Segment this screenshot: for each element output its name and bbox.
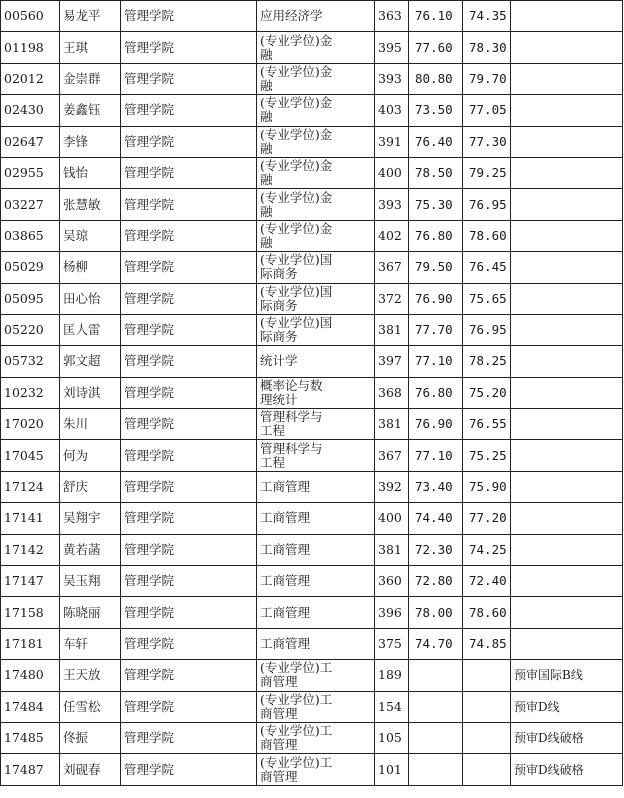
final-score-cell: 77.30: [463, 126, 511, 157]
school-cell: 管理学院: [121, 283, 257, 314]
candidate-id-cell: 10232: [1, 377, 60, 408]
final-score-cell: 79.25: [463, 157, 511, 188]
note-cell: [511, 377, 623, 408]
candidate-name-cell: 钱怡: [60, 157, 121, 188]
candidate-name-cell: 金崇群: [60, 63, 121, 94]
note-cell: 预审D线: [511, 691, 623, 722]
initial-score-cell: 367: [375, 440, 409, 471]
retest-score-cell: 72.80: [409, 566, 463, 597]
candidate-id-cell: 05220: [1, 314, 60, 345]
candidate-id-cell: 17142: [1, 534, 60, 565]
major-cell: (专业学位)金融: [257, 63, 375, 94]
final-score-cell: 78.30: [463, 32, 511, 63]
initial-score-cell: 395: [375, 32, 409, 63]
final-score-cell: 76.95: [463, 314, 511, 345]
candidate-id-cell: 02955: [1, 157, 60, 188]
candidate-name-cell: 刘砚春: [60, 754, 121, 785]
note-cell: [511, 566, 623, 597]
table-row: [1, 95, 623, 126]
candidate-name-cell: 朱川: [60, 409, 121, 440]
final-score-cell: 74.35: [463, 1, 511, 32]
candidate-name-cell: 李锋: [60, 126, 121, 157]
initial-score-cell: 392: [375, 471, 409, 502]
candidate-name-cell: 佟振: [60, 722, 121, 753]
retest-score-cell: 76.90: [409, 409, 463, 440]
school-cell: 管理学院: [121, 628, 257, 659]
table-row: [1, 377, 623, 408]
table-row: [1, 660, 623, 691]
candidate-name-cell: 车轩: [60, 628, 121, 659]
candidate-id-cell: 17484: [1, 691, 60, 722]
note-cell: [511, 314, 623, 345]
major-cell: (专业学位)工商管理: [257, 754, 375, 785]
major-cell: 工商管理: [257, 503, 375, 534]
table-row: [1, 314, 623, 345]
major-cell: (专业学位)工商管理: [257, 722, 375, 753]
retest-score-cell: 75.30: [409, 189, 463, 220]
note-cell: [511, 1, 623, 32]
note-cell: [511, 409, 623, 440]
school-cell: 管理学院: [121, 660, 257, 691]
school-cell: 管理学院: [121, 220, 257, 251]
table-row: [1, 628, 623, 659]
candidate-name-cell: 田心怡: [60, 283, 121, 314]
school-cell: 管理学院: [121, 126, 257, 157]
note-cell: [511, 471, 623, 502]
final-score-cell: [463, 660, 511, 691]
initial-score-cell: 400: [375, 503, 409, 534]
major-cell: 应用经济学: [257, 1, 375, 32]
school-cell: 管理学院: [121, 440, 257, 471]
final-score-cell: 77.20: [463, 503, 511, 534]
table-row: [1, 220, 623, 251]
major-cell: 管理科学与工程: [257, 409, 375, 440]
initial-score-cell: 381: [375, 314, 409, 345]
note-cell: [511, 503, 623, 534]
candidate-id-cell: 05029: [1, 252, 60, 283]
candidate-id-cell: 17141: [1, 503, 60, 534]
candidate-id-cell: 02012: [1, 63, 60, 94]
initial-score-cell: 360: [375, 566, 409, 597]
final-score-cell: 78.60: [463, 220, 511, 251]
final-score-cell: 77.05: [463, 95, 511, 126]
candidate-name-cell: 杨柳: [60, 252, 121, 283]
school-cell: 管理学院: [121, 95, 257, 126]
initial-score-cell: 375: [375, 628, 409, 659]
note-cell: [511, 63, 623, 94]
retest-score-cell: 79.50: [409, 252, 463, 283]
table-row: [1, 32, 623, 63]
final-score-cell: 75.90: [463, 471, 511, 502]
note-cell: [511, 628, 623, 659]
candidate-id-cell: 00560: [1, 1, 60, 32]
table-row: [1, 503, 623, 534]
school-cell: 管理学院: [121, 503, 257, 534]
retest-score-cell: 76.90: [409, 283, 463, 314]
school-cell: 管理学院: [121, 409, 257, 440]
initial-score-cell: 368: [375, 377, 409, 408]
initial-score-cell: 397: [375, 346, 409, 377]
table-row: [1, 63, 623, 94]
school-cell: 管理学院: [121, 63, 257, 94]
candidate-name-cell: 吴玉翔: [60, 566, 121, 597]
candidate-id-cell: 17487: [1, 754, 60, 785]
note-cell: [511, 252, 623, 283]
school-cell: 管理学院: [121, 32, 257, 63]
note-cell: [511, 597, 623, 628]
major-cell: (专业学位)金融: [257, 189, 375, 220]
note-cell: 预审国际B线: [511, 660, 623, 691]
retest-score-cell: 77.60: [409, 32, 463, 63]
retest-score-cell: 73.50: [409, 95, 463, 126]
major-cell: 统计学: [257, 346, 375, 377]
school-cell: 管理学院: [121, 754, 257, 785]
major-cell: 工商管理: [257, 534, 375, 565]
retest-score-cell: 72.30: [409, 534, 463, 565]
table-row: [1, 409, 623, 440]
final-score-cell: 74.85: [463, 628, 511, 659]
retest-score-cell: [409, 722, 463, 753]
initial-score-cell: 154: [375, 691, 409, 722]
retest-score-cell: 74.70: [409, 628, 463, 659]
initial-score-cell: 396: [375, 597, 409, 628]
retest-score-cell: 76.10: [409, 1, 463, 32]
school-cell: 管理学院: [121, 471, 257, 502]
retest-score-cell: [409, 691, 463, 722]
note-cell: 预审D线破格: [511, 754, 623, 785]
table-row: [1, 1, 623, 32]
candidate-id-cell: 17158: [1, 597, 60, 628]
table-row: [1, 754, 623, 785]
candidate-id-cell: 03227: [1, 189, 60, 220]
admission-table-body: [1, 1, 623, 786]
major-cell: (专业学位)工商管理: [257, 660, 375, 691]
major-cell: 工商管理: [257, 566, 375, 597]
table-row: [1, 722, 623, 753]
initial-score-cell: 381: [375, 409, 409, 440]
note-cell: [511, 189, 623, 220]
note-cell: [511, 32, 623, 63]
initial-score-cell: 367: [375, 252, 409, 283]
final-score-cell: 76.95: [463, 189, 511, 220]
school-cell: 管理学院: [121, 691, 257, 722]
major-cell: (专业学位)工商管理: [257, 691, 375, 722]
candidate-id-cell: 17020: [1, 409, 60, 440]
final-score-cell: 79.70: [463, 63, 511, 94]
candidate-id-cell: 17147: [1, 566, 60, 597]
note-cell: [511, 534, 623, 565]
school-cell: 管理学院: [121, 534, 257, 565]
candidate-name-cell: 任雪松: [60, 691, 121, 722]
initial-score-cell: 400: [375, 157, 409, 188]
final-score-cell: 75.20: [463, 377, 511, 408]
school-cell: 管理学院: [121, 346, 257, 377]
note-cell: [511, 126, 623, 157]
major-cell: 工商管理: [257, 471, 375, 502]
note-cell: [511, 95, 623, 126]
table-row: [1, 126, 623, 157]
candidate-name-cell: 吴琼: [60, 220, 121, 251]
table-row: [1, 252, 623, 283]
table-row: [1, 346, 623, 377]
retest-score-cell: 73.40: [409, 471, 463, 502]
initial-score-cell: 372: [375, 283, 409, 314]
candidate-name-cell: 匡人雷: [60, 314, 121, 345]
note-cell: [511, 157, 623, 188]
retest-score-cell: [409, 754, 463, 785]
major-cell: (专业学位)国际商务: [257, 314, 375, 345]
initial-score-cell: 402: [375, 220, 409, 251]
candidate-name-cell: 郭文超: [60, 346, 121, 377]
final-score-cell: 72.40: [463, 566, 511, 597]
note-cell: [511, 440, 623, 471]
retest-score-cell: 76.40: [409, 126, 463, 157]
candidate-name-cell: 刘诗淇: [60, 377, 121, 408]
school-cell: 管理学院: [121, 597, 257, 628]
candidate-name-cell: 黄若菡: [60, 534, 121, 565]
candidate-id-cell: 17181: [1, 628, 60, 659]
initial-score-cell: 393: [375, 189, 409, 220]
major-cell: (专业学位)金融: [257, 220, 375, 251]
final-score-cell: [463, 691, 511, 722]
candidate-name-cell: 王琪: [60, 32, 121, 63]
table-row: [1, 534, 623, 565]
retest-score-cell: 78.00: [409, 597, 463, 628]
retest-score-cell: 78.50: [409, 157, 463, 188]
candidate-id-cell: 05732: [1, 346, 60, 377]
retest-score-cell: 77.10: [409, 346, 463, 377]
candidate-name-cell: 吴翔宇: [60, 503, 121, 534]
note-cell: 预审D线破格: [511, 722, 623, 753]
school-cell: 管理学院: [121, 1, 257, 32]
table-row: [1, 440, 623, 471]
table-row: [1, 157, 623, 188]
candidate-id-cell: 17045: [1, 440, 60, 471]
retest-score-cell: 80.80: [409, 63, 463, 94]
final-score-cell: 76.55: [463, 409, 511, 440]
school-cell: 管理学院: [121, 314, 257, 345]
candidate-id-cell: 17480: [1, 660, 60, 691]
final-score-cell: 75.65: [463, 283, 511, 314]
candidate-id-cell: 17124: [1, 471, 60, 502]
retest-score-cell: 74.40: [409, 503, 463, 534]
note-cell: [511, 283, 623, 314]
final-score-cell: [463, 754, 511, 785]
school-cell: 管理学院: [121, 566, 257, 597]
candidate-id-cell: 01198: [1, 32, 60, 63]
retest-score-cell: [409, 660, 463, 691]
retest-score-cell: 76.80: [409, 220, 463, 251]
major-cell: (专业学位)金融: [257, 95, 375, 126]
initial-score-cell: 393: [375, 63, 409, 94]
candidate-id-cell: 02647: [1, 126, 60, 157]
table-row: [1, 283, 623, 314]
candidate-id-cell: 05095: [1, 283, 60, 314]
final-score-cell: 76.45: [463, 252, 511, 283]
table-row: [1, 471, 623, 502]
major-cell: 工商管理: [257, 628, 375, 659]
school-cell: 管理学院: [121, 722, 257, 753]
final-score-cell: 78.25: [463, 346, 511, 377]
table-row: [1, 691, 623, 722]
school-cell: 管理学院: [121, 377, 257, 408]
candidate-id-cell: 03865: [1, 220, 60, 251]
table-row: [1, 597, 623, 628]
initial-score-cell: 363: [375, 1, 409, 32]
candidate-name-cell: 易龙平: [60, 1, 121, 32]
table-row: [1, 566, 623, 597]
candidate-name-cell: 舒庆: [60, 471, 121, 502]
major-cell: (专业学位)国际商务: [257, 252, 375, 283]
candidate-name-cell: 何为: [60, 440, 121, 471]
final-score-cell: 75.25: [463, 440, 511, 471]
initial-score-cell: 101: [375, 754, 409, 785]
candidate-name-cell: 王天放: [60, 660, 121, 691]
major-cell: (专业学位)金融: [257, 157, 375, 188]
major-cell: 管理科学与工程: [257, 440, 375, 471]
initial-score-cell: 189: [375, 660, 409, 691]
candidate-id-cell: 17485: [1, 722, 60, 753]
school-cell: 管理学院: [121, 157, 257, 188]
retest-score-cell: 77.10: [409, 440, 463, 471]
retest-score-cell: 77.70: [409, 314, 463, 345]
major-cell: (专业学位)国际商务: [257, 283, 375, 314]
major-cell: 概率论与数理统计: [257, 377, 375, 408]
candidate-name-cell: 陈晓丽: [60, 597, 121, 628]
candidate-id-cell: 02430: [1, 95, 60, 126]
school-cell: 管理学院: [121, 252, 257, 283]
initial-score-cell: 391: [375, 126, 409, 157]
initial-score-cell: 105: [375, 722, 409, 753]
note-cell: [511, 346, 623, 377]
table-row: [1, 189, 623, 220]
initial-score-cell: 403: [375, 95, 409, 126]
major-cell: 工商管理: [257, 597, 375, 628]
note-cell: [511, 220, 623, 251]
final-score-cell: 74.25: [463, 534, 511, 565]
final-score-cell: 78.60: [463, 597, 511, 628]
school-cell: 管理学院: [121, 189, 257, 220]
major-cell: (专业学位)金融: [257, 126, 375, 157]
major-cell: (专业学位)金融: [257, 32, 375, 63]
candidate-name-cell: 张慧敏: [60, 189, 121, 220]
candidate-name-cell: 姜鑫钰: [60, 95, 121, 126]
retest-score-cell: 76.80: [409, 377, 463, 408]
final-score-cell: [463, 722, 511, 753]
initial-score-cell: 381: [375, 534, 409, 565]
